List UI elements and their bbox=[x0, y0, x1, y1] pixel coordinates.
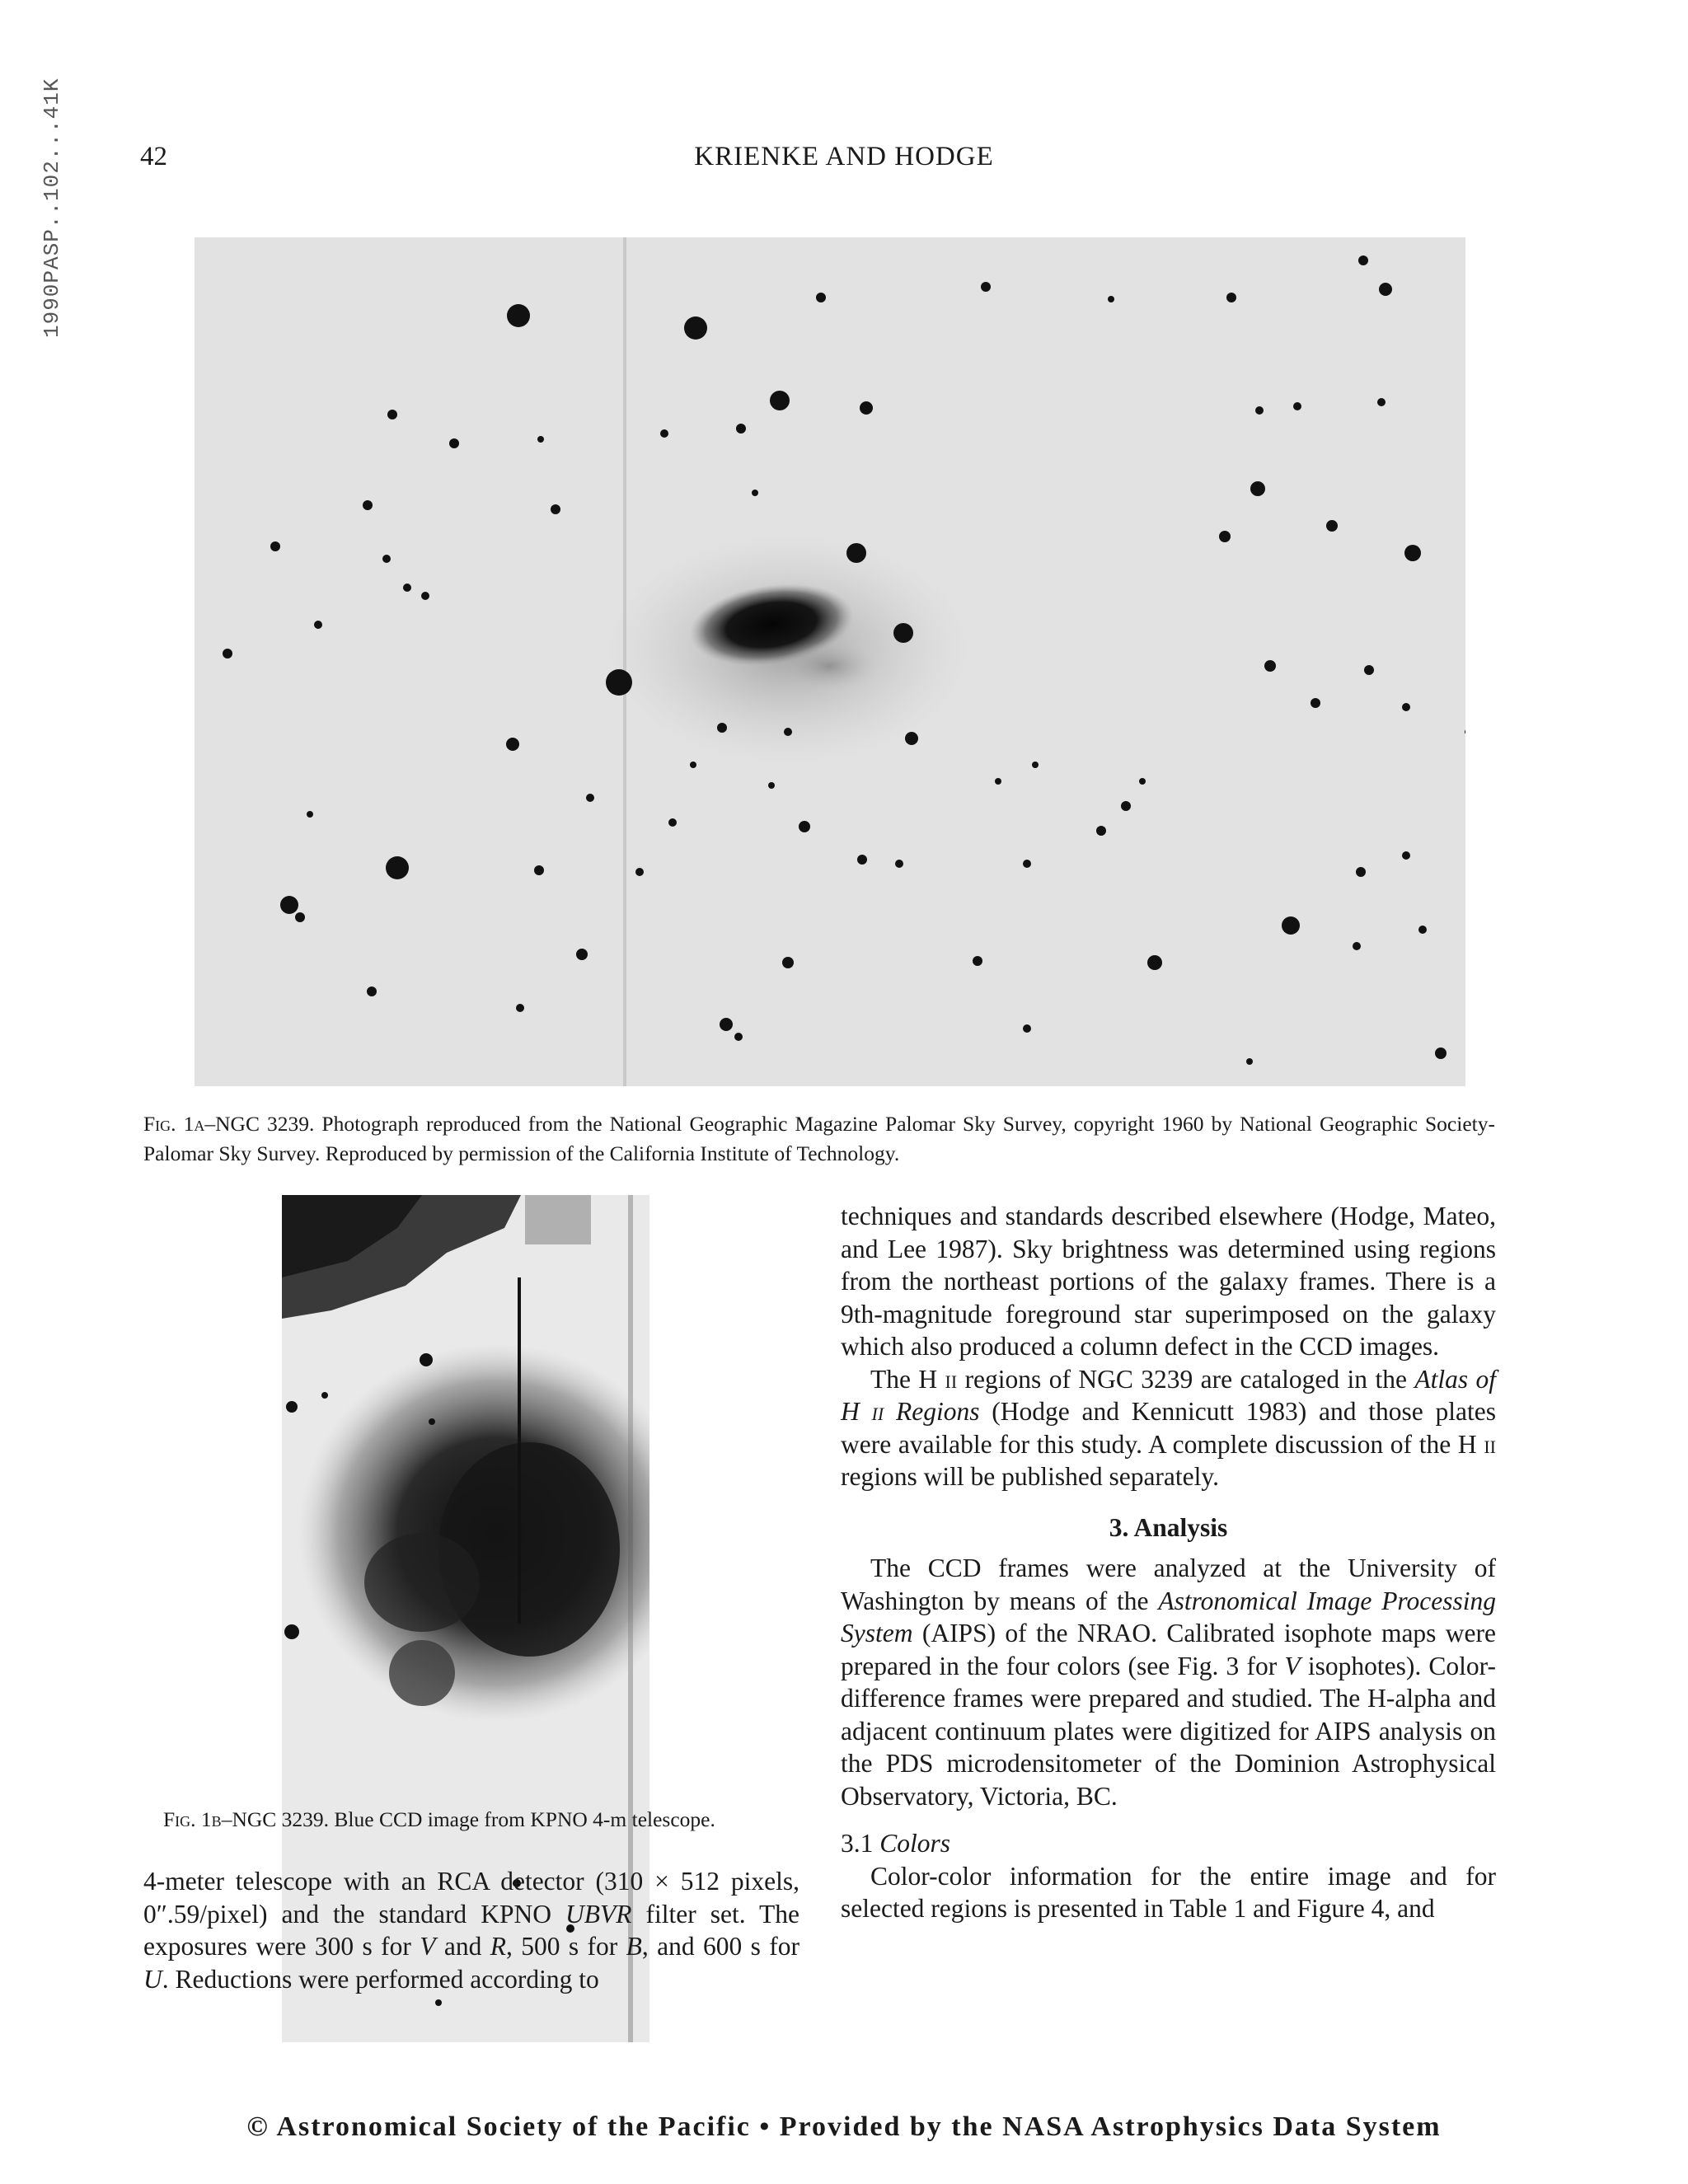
right-paragraph-1: techniques and standards described elsewhere (Hodge, Mateo, and Lee 1987). Sky brightness was determined using regions from the northeast portions of the galaxy frames. There is a 9th-magnitude foreground star superimposed on the galaxy which also produced a column defect in the CCD images. bbox=[841, 1202, 1496, 1361]
roman-numeral: ii bbox=[871, 1397, 884, 1426]
right-paragraph-4: Color-color information for the entire image and for selected regions is presented in Table 1 and Figure 4, and bbox=[841, 1861, 1496, 1923]
band-b: B bbox=[626, 1932, 642, 1961]
figure-1a-caption bbox=[143, 1109, 1495, 1169]
left-paragraph-1 bbox=[143, 1865, 799, 1995]
text-run: isophotes). Color-difference frames were prepared and studied. The H-alpha and adjacent continuum plates were digitized for AIPS analysis on the PDS microdensitometer of the Dominion Astrophysical Observatory, Victoria, BC. bbox=[841, 1651, 1496, 1811]
bibcode-side-label: 1990PASP..102...41K bbox=[40, 77, 64, 338]
right-paragraph-3 bbox=[841, 1552, 1496, 1812]
text-run: Atlas of H bbox=[841, 1364, 1496, 1426]
figure-1b-label: Fig. 1b bbox=[163, 1807, 222, 1831]
right-column bbox=[841, 1200, 1496, 1925]
figure-1a-label: Fig. 1a bbox=[143, 1112, 205, 1136]
band-u: U bbox=[143, 1964, 162, 1994]
subsection-title: Colors bbox=[879, 1829, 951, 1858]
text-run: , and 600 s for bbox=[641, 1932, 799, 1961]
text-run: regions of NGC 3239 are cataloged in the bbox=[957, 1364, 1415, 1394]
right-paragraph-2 bbox=[841, 1363, 1496, 1493]
text-run: . Reductions were performed according to bbox=[162, 1964, 599, 1994]
roman-numeral: ii bbox=[945, 1364, 958, 1394]
filter-set-name: UBVR bbox=[565, 1899, 632, 1929]
band-v: V bbox=[420, 1932, 436, 1961]
text-run: and bbox=[435, 1932, 490, 1961]
page-number: 42 bbox=[140, 142, 167, 171]
text-run: (AIPS) of the NRAO. Calibrated isophote maps were prepared in the four colors (see Fig. 3 for bbox=[841, 1619, 1496, 1680]
running-head: KRIENKE AND HODGE bbox=[694, 142, 994, 171]
roman-numeral: ii bbox=[1484, 1429, 1496, 1459]
band-v: V bbox=[1284, 1651, 1301, 1680]
text-run: (Hodge and Kennicutt 1983) and those plates were available for this study. A complete discussion of the H bbox=[841, 1397, 1497, 1459]
figure-1a-caption-text: –NGC 3239. Photograph reproduced from the National Geographic Magazine Palomar Sky Survey, copyright 1960 by National Geographic Society-Palomar Sky Survey. Reproduced by permission of the California Institute of Technology. bbox=[143, 1112, 1495, 1165]
text-run: regions will be published separately. bbox=[841, 1462, 1219, 1491]
section-heading: 3. Analysis bbox=[1109, 1512, 1228, 1542]
text-run: Regions bbox=[884, 1397, 980, 1426]
text-run: The H bbox=[870, 1364, 945, 1394]
subsection-heading bbox=[841, 1827, 1496, 1860]
band-r: R bbox=[490, 1932, 507, 1961]
text-run: filter set. The exposures were 300 s for bbox=[143, 1899, 799, 1961]
figure-1b-caption-text: –NGC 3239. Blue CCD image from KPNO 4-m telescope. bbox=[221, 1807, 715, 1831]
figure-1a-image bbox=[195, 237, 1465, 1086]
figure-1a-starfield bbox=[195, 237, 1465, 1086]
aips-name: Astronomical Image Processing System bbox=[841, 1586, 1497, 1647]
text-run: 4-meter telescope with an RCA detector (310 × 512 pixels, 0″.59/pixel) and the standard KPNO bbox=[143, 1867, 799, 1929]
figure-1b-caption bbox=[163, 1805, 806, 1835]
left-column bbox=[143, 1865, 799, 1995]
subsection-number: 3.1 bbox=[841, 1829, 880, 1858]
text-run: The CCD frames were analyzed at the University of Washington by means of the bbox=[841, 1554, 1496, 1615]
text-run: , 500 s for bbox=[506, 1932, 626, 1961]
page-footer: © Astronomical Society of the Pacific • Provided by the NASA Astrophysics Data System bbox=[246, 2111, 1442, 2142]
